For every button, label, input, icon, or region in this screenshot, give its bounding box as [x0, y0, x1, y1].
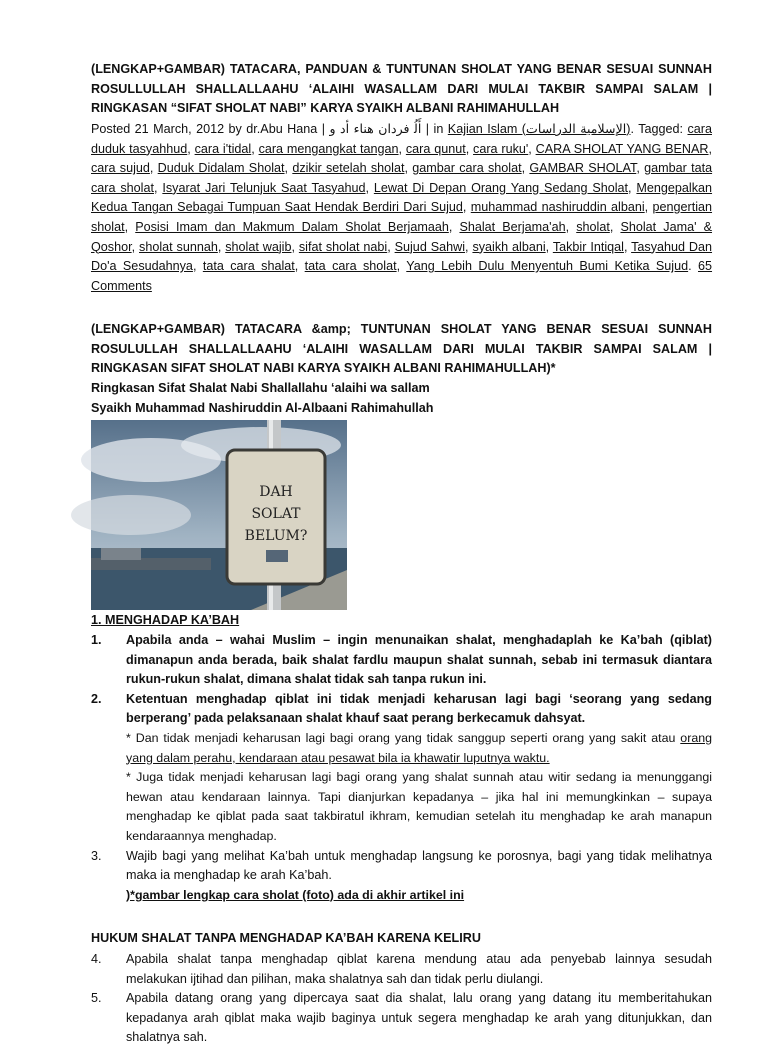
comments-link[interactable]: 65 Comments	[91, 259, 713, 293]
tag-separator: ,	[398, 141, 406, 156]
tag-separator: .	[688, 259, 699, 274]
tag-separator: ,	[124, 219, 136, 234]
tag-link[interactable]: pengertian sholat	[91, 200, 713, 234]
tag-link[interactable]: cara i'tidal	[194, 141, 252, 156]
tag-link[interactable]: Posisi Imam dan Makmum Dalam Sholat Berjamaah	[135, 219, 449, 234]
tag-separator: ,	[521, 161, 530, 176]
tag-link[interactable]: Yang Lebih Dulu Menyentuh Bumi Ketika Sujud	[406, 259, 689, 274]
tag-link[interactable]: cara mengangkat tangan	[258, 141, 399, 156]
list-item	[91, 631, 712, 690]
tag-separator: ,	[528, 141, 536, 156]
note-paragraph	[91, 729, 712, 768]
tag-link[interactable]: cara qunut	[405, 141, 466, 156]
tag-separator: ,	[636, 161, 645, 176]
tag-separator: ,	[545, 239, 553, 254]
sign-photo	[91, 420, 347, 610]
sign-emblem	[266, 550, 288, 562]
harbor-boat	[101, 548, 141, 560]
list-item-text: Ketentuan menghadap qiblat ini tidak menjadi keharusan lagi bagi ‘seorang yang sedang berperang’ pada pelaksanaan shalat khauf saat perang berkecamuk dahsyat.	[126, 691, 712, 726]
tag-link[interactable]: sholat wajib	[225, 239, 292, 254]
tag-link[interactable]: Takbir Intiqal	[552, 239, 624, 254]
section1-list	[91, 631, 712, 905]
author-subtitle: Syaikh Muhammad Nashiruddin Al-Albaani Rahimahullah	[91, 401, 434, 415]
tag-separator: ,	[131, 239, 140, 254]
list-item	[91, 847, 712, 886]
tag-separator: ,	[217, 239, 226, 254]
tag-separator: ,	[149, 161, 158, 176]
section2-list	[91, 950, 712, 1048]
tag-separator: ,	[284, 161, 293, 176]
posted-by: Posted 21 March, 2012 by dr.Abu Hana |	[91, 122, 330, 136]
list-item-text: Apabila datang orang yang dipercaya saat dia shalat, lalu orang yang datang itu memberitahukan kepadanya arah qiblat maka wajib baginya untuk segera menghadap ke arah yang ditunjukkan, dan shalatnya sah.	[126, 991, 712, 1045]
tag-link[interactable]: gambar tata cara sholat	[91, 161, 713, 195]
list-item	[91, 989, 712, 1048]
tag-link[interactable]: Mengepalkan Kedua Tangan Sebagai Tumpuan Saat Hendak Berdiri Dari Sujud	[91, 180, 713, 215]
tag-separator: ,	[251, 141, 259, 156]
sign-text-line3: BELUM?	[244, 528, 308, 544]
tag-separator: ,	[404, 161, 413, 176]
tag-link[interactable]: cara duduk tasyahhud	[91, 122, 712, 156]
note-underlined-text: orang yang dalam perahu, kendaraan atau pesawat bila ia khawatir luputnya waktu.	[126, 730, 712, 765]
tagged-label: . Tagged:	[630, 122, 688, 136]
tag-link[interactable]: Sujud Sahwi	[394, 239, 466, 254]
tag-separator: ,	[153, 180, 163, 195]
tag-list	[91, 122, 712, 273]
tag-separator: ,	[465, 141, 474, 156]
note-text: * Dan tidak menjadi keharusan lagi bagi orang yang tidak sanggup seperti orang yang sakit atau	[126, 730, 681, 745]
tag-separator: ,	[448, 219, 460, 234]
tag-link[interactable]: muhammad nashiruddin albani	[470, 200, 645, 215]
image-note-text: )*gambar lengkap cara sholat (foto) ada di akhir artikel ini	[126, 887, 465, 902]
list-item	[91, 950, 712, 989]
tag-separator: ,	[365, 180, 374, 195]
tag-link[interactable]: syaikh albani	[472, 239, 546, 254]
list-item-number: 2.	[91, 691, 102, 706]
tag-separator: ,	[628, 180, 637, 195]
tag-separator: ,	[644, 200, 653, 215]
tag-link[interactable]: tata cara shalat	[202, 259, 295, 274]
tag-separator: ,	[192, 259, 203, 274]
tag-link[interactable]: CARA SHOLAT YANG BENAR	[535, 141, 709, 156]
tag-separator: ,	[623, 239, 632, 254]
post-meta	[91, 120, 712, 296]
section-title-menghadap-kabah: 1. MENGHADAP KA’BAH	[91, 613, 240, 627]
tag-link[interactable]: Tasyahud Dan Do'a Sesudahnya	[91, 239, 713, 274]
list-item-number: 4.	[91, 952, 102, 966]
tag-separator: ,	[462, 200, 471, 215]
tag-link[interactable]: sholat	[576, 219, 610, 234]
list-item-number: 5.	[91, 991, 102, 1006]
tag-separator: ,	[708, 141, 713, 156]
list-item	[91, 690, 712, 729]
tag-link[interactable]: gambar cara sholat	[412, 161, 522, 176]
category-link[interactable]: Kajian Islam (ﺍﻹﺳﻼﻣﻴﺔ ﺍﻟﺪﺭﺍﺳﺎﺕ)	[447, 122, 631, 136]
tag-link[interactable]: GAMBAR SHOLAT	[529, 161, 637, 176]
tag-separator: ,	[387, 239, 395, 254]
sign-text-line2: SOLAT	[251, 506, 301, 522]
tag-link[interactable]: cara sujud	[91, 161, 150, 176]
tag-link[interactable]: Shalat Berjama'ah	[459, 219, 566, 234]
image-note	[91, 886, 712, 906]
tag-separator: ,	[609, 219, 621, 234]
list-item-number: 1.	[91, 633, 102, 647]
tag-link[interactable]: cara ruku'	[473, 141, 529, 156]
list-item-text: Wajib bagi yang melihat Ka’bah untuk menghadap langsung ke porosnya, bagi yang tidak melihatnya maka ia menghadap ke arah Ka’bah.	[126, 848, 712, 883]
tag-separator: ,	[291, 239, 299, 254]
tag-link[interactable]: Duduk Didalam Sholat	[157, 161, 285, 176]
author-arabic-name: ﺃَﻟُ ﻓﺮﺩﺍﻥ ﻫﻨﺎﺀ ﺃﺩ ﻭ	[329, 122, 422, 136]
tag-link[interactable]: sifat sholat nabi	[298, 239, 388, 254]
sign-photo-illustration	[91, 420, 347, 610]
tag-separator: ,	[187, 141, 195, 156]
tag-link[interactable]: Sholat Jama' & Qoshor	[91, 219, 713, 254]
article-title: (LENGKAP+GAMBAR) TATACARA, PANDUAN & TUNTUNAN SHOLAT YANG BENAR SESUAI SUNNAH ROSULLULLAH SHALLALLAAHU ‘ALAIHI WASALLAM DARI MULAI TAKBIR SAMPAI SALAM | RINGKASAN “SIFAT SHOLAT NABI” KARYA SYAIKH ALBANI RAHIMAHULLAH	[91, 62, 712, 116]
list-item-number: 3.	[91, 848, 102, 863]
tag-separator: ,	[465, 239, 473, 254]
tag-link[interactable]: Isyarat Jari Telunjuk Saat Tasyahud	[162, 180, 366, 195]
tag-link[interactable]: tata cara sholat	[304, 259, 397, 274]
cloud	[71, 495, 191, 535]
list-item-text: Apabila anda – wahai Muslim – ingin menunaikan shalat, menghadaplah ke Ka’bah (qiblat) dimanapun anda berada, baik shalat fardlu maupun shalat sunnah, sebab ini termasuk diantara rukun-rukun shalat, dimana shalat tidak sah tanpa rukun ini.	[126, 633, 712, 687]
note-paragraph: * Juga tidak menjadi keharusan lagi bagi orang yang shalat sunnah atau witir sedang ia menunggangi hewan atau kendaraan lainnya. Tapi dianjurkan kepadanya – jika hal ini memungkinkan – supaya menghadap ke qiblat pada saat takbiratul ikhram, kemudian setelah itu menghadap ke arah manapun kendaraannya menghadap.	[126, 770, 712, 843]
summary-subtitle: Ringkasan Sifat Shalat Nabi Shallallahu ‘alaihi wa sallam	[91, 381, 430, 395]
tag-link[interactable]: sholat sunnah	[139, 239, 218, 254]
tag-separator: ,	[294, 259, 305, 274]
in-label: | in	[421, 122, 448, 136]
tag-separator: ,	[396, 259, 407, 274]
sign-text-line1: DAH	[259, 484, 293, 500]
tag-link[interactable]: dzikir setelah sholat	[292, 161, 405, 176]
tag-separator: ,	[565, 219, 577, 234]
list-item-text: Apabila shalat tanpa menghadap qiblat karena mendung atau ada penyebab lainnya sesudah melakukan ijtihad dan pilihan, maka shalatnya sah dan tidak perlu diulangi.	[126, 952, 712, 986]
article-heading-repeat: (LENGKAP+GAMBAR) TATACARA &amp; TUNTUNAN SHOLAT YANG BENAR SESUAI SUNNAH ROSULULLAH SHALLALLAAHU ‘ALAIHI WASALLAM DARI MULAI TAKBIR SAMPAI SALAM | RINGKASAN SIFAT SHOLAT NABI KARYA SYAIKH ALBANI RAHIMAHULLAH)*	[91, 322, 712, 376]
section-title-hukum-shalat: HUKUM SHALAT TANPA MENGHADAP KA’BAH KARENA KELIRU	[91, 931, 481, 945]
tag-link[interactable]: Lewat Di Depan Orang Yang Sedang Sholat	[373, 180, 629, 195]
